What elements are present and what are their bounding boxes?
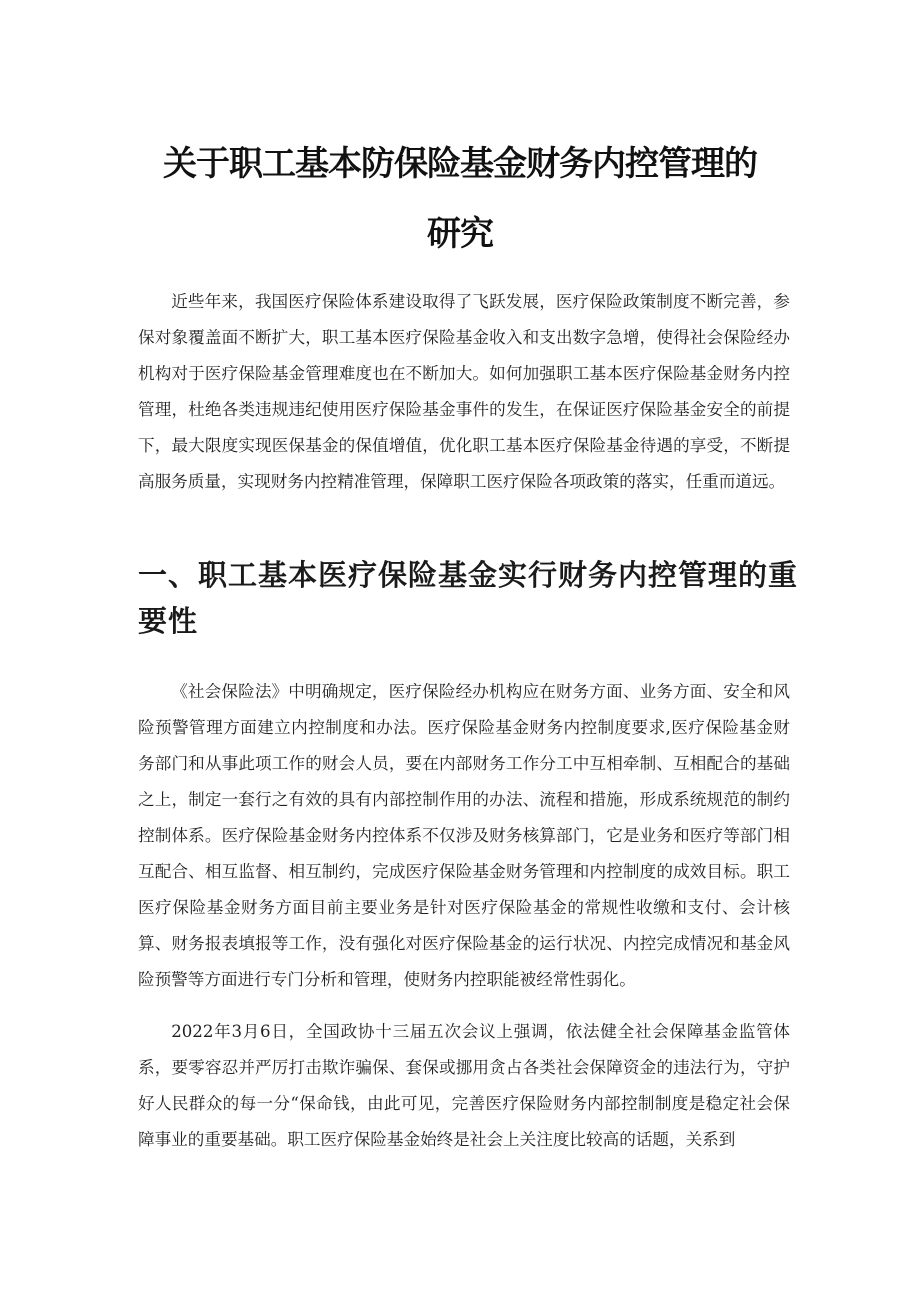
paragraph-intro: 近些年来，我国医疗保险体系建设取得了飞跃发展，医疗保险政策制度不断完善，参保对象覆盖面不断扩大，职工基本医疗保险基金收入和支出数字急增，使得社会保险经办机构对于医疗保险基金管理难度也在不断加大。如何加强职工基本医疗保险基金财务内控管理，杜绝各类违规违纪使用医疗保险基金事件的发生，在保证医疗保险基金安全的前提下，最大限度实现医保基金的保值增值，优化职工基本医疗保险基金待遇的享受，不断提高服务质量，实现财务内控精准管理，保障职工医疗保险各项政策的落实，任重而道远。: [138, 292, 790, 491]
document-title-line1: 关于职工基本防保险基金财务内控管理的: [163, 144, 757, 184]
paragraph-social-insurance-law: 《社会保险法》中明确规定，医疗保险经办机构应在财务方面、业务方面、安全和风险预警管理方面建立内控制度和办法。医疗保险基金财务内控制度要求,医疗保险基金财务部门和从事此项工作的财会人员，要在内部财务工作分工中互相牵制、互相配合的基础之上，制定一套行之有效的具有内部控制作用的办法、流程和措施，形成系统规范的制约控制体系。医疗保险基金财务内控体系不仅涉及财务核算部门，它是业务和医疗等部门相互配合、相互监督、相互制约，完成医疗保险基金财务管理和内控制度的成效目标。职工医疗保险基金财务方面目前主要业务是针对医疗保险基金的常规性收缴和支付、会计核算、财务报表填报等工作，没有强化对医疗保险基金的运行状况、内控完成情况和基金风险预警等方面进行专门分析和管理，使财务内控职能被经常性弱化。: [138, 682, 790, 989]
section-heading-1: 一、职工基本医疗保险基金实行财务内控管理的重要性: [138, 558, 799, 638]
paragraph-2022-cppcc: 2022年3月6日，全国政协十三届五次会议上强调，依法健全社会保障基金监管体系，要零容忍并严厉打击欺诈骗保、套保或挪用贪占各类社会保障资金的违法行为，守护好人民群众的每一分“保命钱，由此可见，完善医疗保险财务内部控制制度是稳定社会保障事业的重要基础。职工医疗保险基金始终是社会上关注度比较高的话题，关系到: [138, 1022, 790, 1149]
document-title-line2: 研究: [427, 214, 493, 254]
